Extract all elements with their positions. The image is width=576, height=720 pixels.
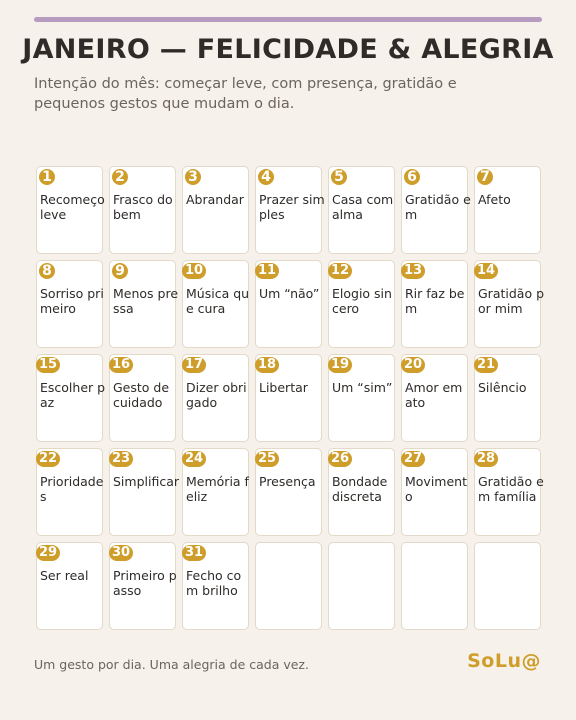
day-number-badge: 4 <box>258 169 274 185</box>
day-activity-label: Sorriso primeiro <box>40 286 104 316</box>
day-number-badge: 1 <box>39 169 55 185</box>
day-card <box>328 448 395 536</box>
day-activity-label: Recomeço leve <box>40 192 105 222</box>
day-card <box>36 166 103 254</box>
day-card <box>474 260 545 348</box>
day-number-badge: 11 <box>255 263 279 279</box>
day-number-badge: 16 <box>109 357 133 373</box>
day-number-badge: 31 <box>182 545 206 561</box>
day-card <box>401 166 471 254</box>
day-activity-label: Um “não” <box>259 286 320 301</box>
day-activity-label: Prioridades <box>40 474 104 504</box>
day-activity-label: Gratidão por mim <box>478 286 545 316</box>
day-number-badge: 26 <box>328 451 352 467</box>
day-card <box>36 260 103 348</box>
day-card <box>109 260 179 348</box>
day-activity-label: Primeiro passo <box>113 568 177 598</box>
day-card <box>36 448 103 536</box>
day-number-badge: 29 <box>36 545 60 561</box>
day-number-badge: 23 <box>109 451 133 467</box>
day-number-badge: 14 <box>474 263 498 279</box>
day-number-badge: 25 <box>255 451 279 467</box>
day-card <box>36 354 106 442</box>
page-title: JANEIRO — FELICIDADE & ALEGRIA <box>22 34 554 65</box>
day-number-badge: 17 <box>182 357 206 373</box>
day-number-badge: 12 <box>328 263 352 279</box>
day-card <box>182 166 249 254</box>
day-activity-label: Dizer obrigado <box>186 380 247 410</box>
empty-day-card <box>255 542 322 630</box>
day-number-badge: 15 <box>36 357 60 373</box>
day-card <box>109 448 180 536</box>
day-card <box>474 354 541 442</box>
day-card <box>255 354 322 442</box>
day-activity-label: Música que cura <box>186 286 250 316</box>
day-activity-label: Gesto de cuidado <box>113 380 170 410</box>
day-number-badge: 13 <box>401 263 425 279</box>
day-activity-label: Um “sim” <box>332 380 393 395</box>
day-card <box>109 354 176 442</box>
day-activity-label: Movimento <box>405 474 467 504</box>
day-activity-label: Afeto <box>478 192 511 207</box>
day-activity-label: Presença <box>259 474 316 489</box>
day-activity-label: Silêncio <box>478 380 527 395</box>
day-activity-label: Menos pressa <box>113 286 179 316</box>
day-card <box>401 354 468 442</box>
day-card <box>328 260 395 348</box>
month-intention: Intenção do mês: começar leve, com presença, gratidão e pequenos gestos que mudam o dia. <box>34 76 457 112</box>
day-number-badge: 30 <box>109 545 133 561</box>
day-activity-label: Gratidão em <box>405 192 471 222</box>
day-card <box>182 354 249 442</box>
day-number-badge: 10 <box>182 263 206 279</box>
day-number-badge: 22 <box>36 451 60 467</box>
day-card <box>182 542 249 630</box>
day-activity-label: Fecho com brilho <box>186 568 242 598</box>
day-number-badge: 24 <box>182 451 206 467</box>
day-card <box>109 542 176 630</box>
day-card <box>255 260 322 348</box>
day-number-badge: 19 <box>328 357 352 373</box>
top-accent-bar <box>34 17 542 22</box>
day-card <box>36 542 103 630</box>
empty-day-card <box>328 542 395 630</box>
calendar-grid <box>36 166 545 630</box>
day-activity-label: Abrandar <box>186 192 244 207</box>
day-card <box>474 448 544 536</box>
day-activity-label: Rir faz bem <box>405 286 465 316</box>
empty-day-card <box>474 542 541 630</box>
day-number-badge: 6 <box>404 169 420 185</box>
day-activity-label: Elogio sincero <box>332 286 392 316</box>
day-card <box>255 166 325 254</box>
day-number-badge: 9 <box>112 263 128 279</box>
day-number-badge: 3 <box>185 169 201 185</box>
day-activity-label: Ser real <box>40 568 89 583</box>
day-number-badge: 7 <box>477 169 493 185</box>
day-card <box>401 448 468 536</box>
day-number-badge: 5 <box>331 169 347 185</box>
day-number-badge: 28 <box>474 451 498 467</box>
day-number-badge: 21 <box>474 357 498 373</box>
day-number-badge: 18 <box>255 357 279 373</box>
day-card <box>182 260 249 348</box>
day-number-badge: 8 <box>39 263 55 279</box>
day-card <box>109 166 176 254</box>
day-activity-label: Memória feliz <box>186 474 249 504</box>
brand-logo: SoLu@ <box>467 650 541 672</box>
day-card <box>182 448 249 536</box>
day-activity-label: Amor em ato <box>405 380 463 410</box>
day-card <box>474 166 541 254</box>
day-card <box>255 448 322 536</box>
day-number-badge: 27 <box>401 451 425 467</box>
footer-tagline: Um gesto por dia. Uma alegria de cada vez. <box>34 657 309 672</box>
day-activity-label: Frasco do bem <box>113 192 173 222</box>
day-activity-label: Bondade discreta <box>332 474 388 504</box>
day-activity-label: Gratidão em família <box>478 474 544 504</box>
day-activity-label: Escolher paz <box>40 380 106 410</box>
day-activity-label: Libertar <box>259 380 308 395</box>
day-card <box>328 354 395 442</box>
day-card <box>401 260 468 348</box>
day-card <box>328 166 395 254</box>
day-number-badge: 2 <box>112 169 128 185</box>
empty-day-card <box>401 542 468 630</box>
day-number-badge: 20 <box>401 357 425 373</box>
day-activity-label: Simplificar <box>113 474 180 489</box>
day-activity-label: Prazer simples <box>259 192 325 222</box>
day-activity-label: Casa com alma <box>332 192 394 222</box>
